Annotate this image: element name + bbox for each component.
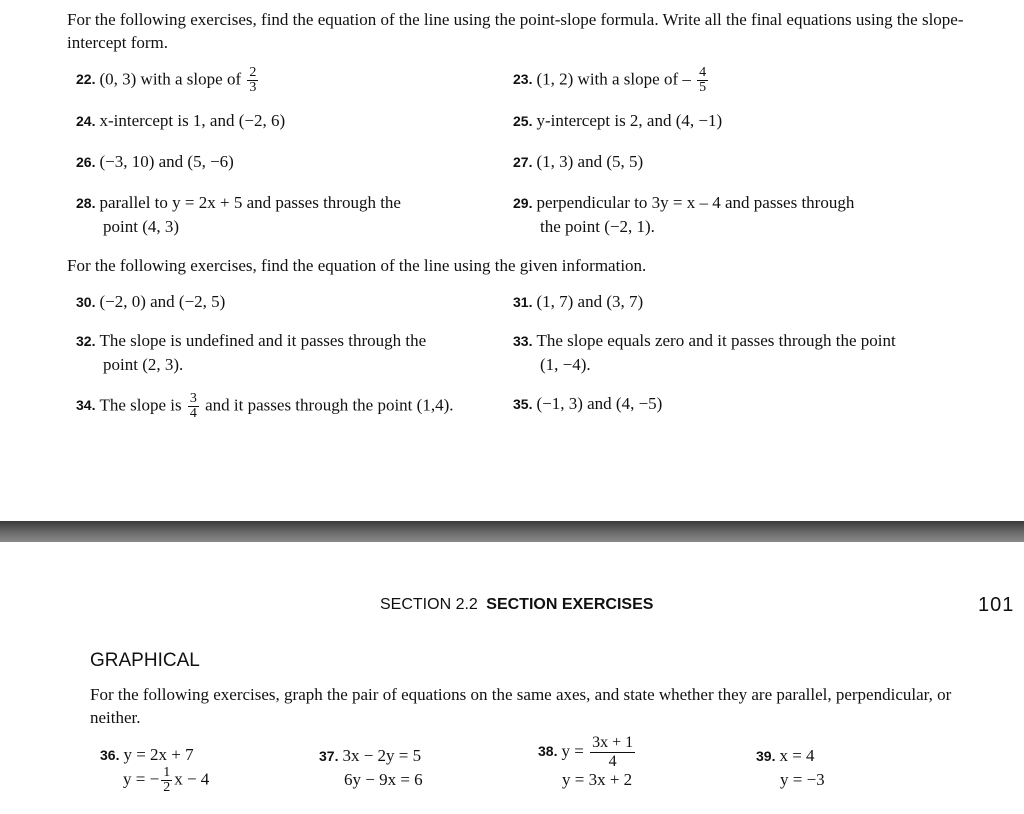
exercise-number: 32. [76,333,96,349]
exercise-number: 22. [76,71,96,88]
exercise-number: 39. [756,748,776,764]
numerator: 1 [163,765,171,780]
exercise-number: 23. [513,71,533,88]
exercise-text-line1: The slope is undefined and it passes through the [99,331,427,350]
exercise-text: (−2, 0) and (−2, 5) [99,292,226,311]
exercise-text-line1: perpendicular to 3y = x – 4 and passes through [536,193,855,212]
exercise-number: 35. [513,396,533,412]
exercise-text: x-intercept is 1, and (−2, 6) [99,111,286,130]
exercise-26 [76,150,234,174]
exercise-33 [513,329,896,376]
exercise-23 [513,66,710,95]
slope-fraction [697,66,708,95]
equation-2-pre: y = − [123,769,160,789]
header-section: SECTION 2.2 [380,596,478,613]
equation-1: x = 4 [779,746,815,765]
exercise-text: (1, 7) and (3, 7) [536,292,644,311]
exercise-32 [76,329,426,376]
exercise-27 [513,150,643,174]
denominator: 5 [699,80,707,95]
exercise-text-line2: point (2, 3). [103,355,184,374]
equation-2 [100,766,209,795]
exercise-text-pre: The slope is [99,395,182,415]
exercise-28 [76,191,401,238]
exercise-text: (1, 3) and (5, 5) [536,152,644,171]
exercise-39 [756,744,825,791]
equation-1-pre: y = [561,741,584,761]
numerator: 2 [249,65,257,80]
page-separator [0,521,1024,542]
exercise-number: 25. [513,113,533,129]
exercise-number: 27. [513,154,533,170]
exercise-number: 34. [76,397,96,414]
equation-1: y = 2x + 7 [123,745,194,764]
denominator: 4 [189,406,197,421]
running-header [380,596,653,614]
equation-2: 6y − 9x = 6 [344,770,423,789]
numerator: 3 [189,391,197,406]
exercise-text: (−1, 3) and (4, −5) [536,394,663,413]
numerator: 3x + 1 [592,734,634,751]
exercise-22 [76,66,260,95]
exercise-34 [76,392,453,421]
exercise-24 [76,109,285,133]
header-title: SECTION EXERCISES [486,596,654,613]
slope-fraction [188,392,199,421]
exercise-text: y-intercept is 2, and (4, −1) [536,111,723,130]
exercise-25 [513,109,722,133]
exercise-number: 31. [513,294,533,310]
slope-fraction [161,766,172,795]
exercise-29 [513,191,854,238]
page-number: 101 [978,594,1015,616]
exercise-text-line1: parallel to y = 2x + 5 and passes through the [99,193,401,212]
exercise-number: 26. [76,154,96,170]
exercise-text-post: and it passes through the point (1,4). [205,395,454,415]
exercise-number: 24. [76,113,96,129]
exercise-number: 29. [513,195,533,211]
equation-2: y = −3 [780,770,825,789]
exercise-number: 30. [76,294,96,310]
exercise-text-line2: the point (−2, 1). [540,217,655,236]
equation-1: 3x − 2y = 5 [342,746,422,765]
exercise-31 [513,290,643,314]
slope-fraction [247,66,258,95]
numerator: 4 [699,65,707,80]
exercise-30 [76,290,225,314]
exercise-number: 36. [100,747,120,763]
section-heading: GRAPHICAL [90,650,200,671]
exercise-text: (−3, 10) and (5, −6) [99,152,234,171]
exercise-number: 38. [538,743,558,760]
exercise-text: (1, 2) with a slope of – [536,69,691,89]
denominator: 4 [608,753,617,770]
equation-2: y = 3x + 2 [562,770,633,789]
equation-2-post: x − 4 [174,769,210,789]
intro-graphical: For the following exercises, graph the pair of equations on the same axes, and state whether they are parallel, perpendicular, or neither. [90,685,952,727]
exercise-text: (0, 3) with a slope of [99,69,242,89]
denominator: 2 [163,780,171,795]
exercise-text-line2: (1, −4). [540,355,591,374]
exercise-number: 33. [513,333,533,349]
exercise-number: 28. [76,195,96,211]
intro-given-information: For the following exercises, find the equation of the line using the given information. [67,256,647,275]
intro-point-slope: For the following exercises, find the equation of the line using the point-slope formula. Write all the final equations using the slope-intercept form. [67,10,964,52]
exercise-36 [100,744,209,795]
equation-fraction [590,734,635,771]
exercise-38 [538,734,637,791]
denominator: 3 [249,80,257,95]
exercise-text-line2: point (4, 3) [103,217,180,236]
exercise-37 [319,744,423,791]
exercise-text-line1: The slope equals zero and it passes through the point [536,331,896,350]
exercise-number: 37. [319,748,339,764]
exercise-35 [513,392,662,416]
